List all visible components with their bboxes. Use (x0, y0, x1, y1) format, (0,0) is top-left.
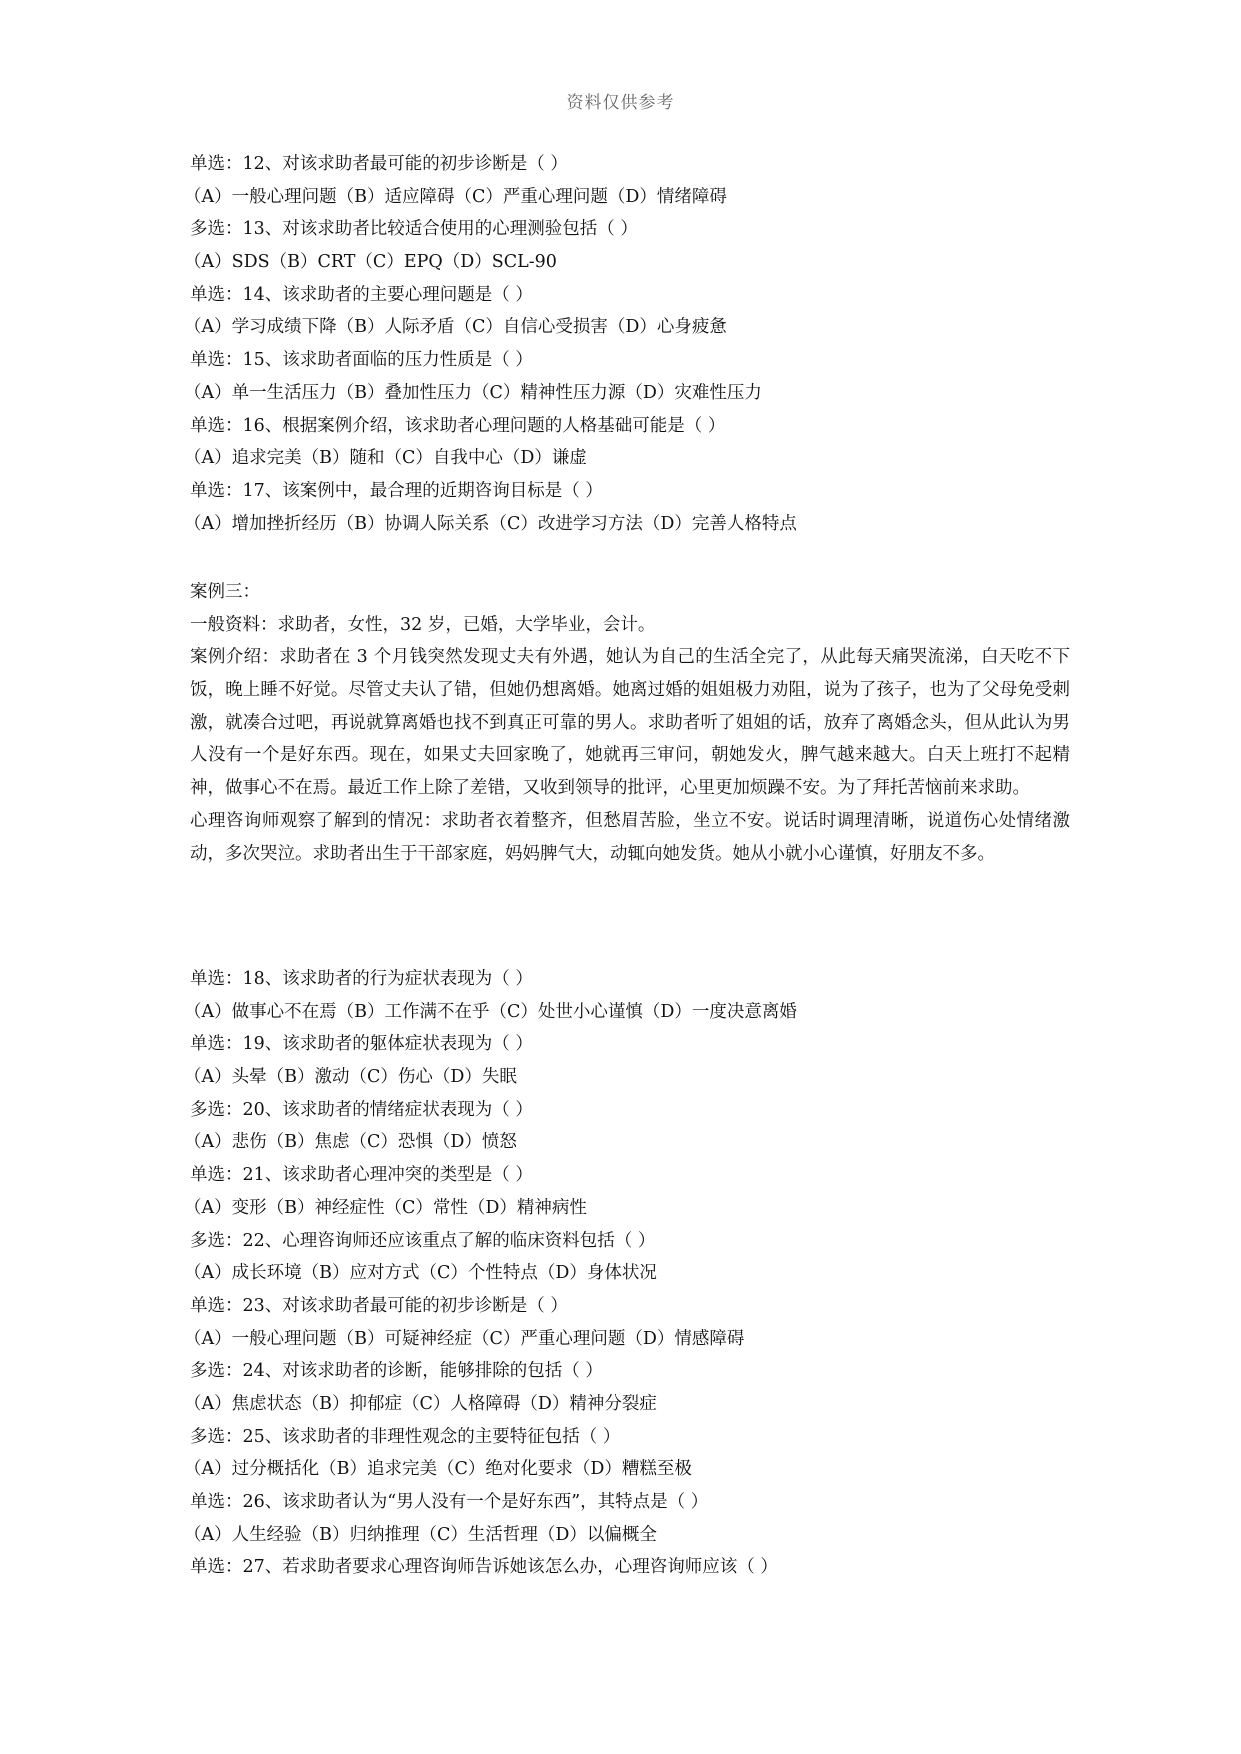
question-options: （A）做事心不在焉（B）工作满不在乎（C）处世小心谨慎（D）一度决意离婚 (184, 1001, 797, 1022)
case-three (190, 576, 1070, 870)
question-options: （A）成长环境（B）应对方式（C）个性特点（D）身体状况 (184, 1263, 657, 1284)
question: 单选：16、根据案例介绍，该求助者心理问题的人格基础可能是（ ） (190, 415, 726, 436)
question-options: （A）过分概括化（B）追求完美（C）绝对化要求（D）糟糕至极 (184, 1459, 692, 1480)
question: 单选：21、该求助者心理冲突的类型是（ ） (190, 1165, 533, 1186)
question-options: （A）追求完美（B）随和（C）自我中心（D）谦虚 (184, 448, 587, 469)
question: 单选：19、该求助者的躯体症状表现为（ ） (190, 1034, 533, 1055)
question: 多选：13、对该求助者比较适合使用的心理测验包括（ ） (190, 219, 638, 240)
question-options: （A）学习成绩下降（B）人际矛盾（C）自信心受损害（D）心身疲惫 (184, 317, 727, 338)
question: 多选：20、该求助者的情绪症状表现为（ ） (190, 1099, 533, 1120)
page-header: 资料仅供参考 (566, 93, 675, 113)
question: 单选：15、该求助者面临的压力性质是（ ） (190, 350, 533, 371)
question-options: （A）一般心理问题（B）可疑神经症（C）严重心理问题（D）情感障碍 (184, 1328, 745, 1349)
question-options: （A）变形（B）神经症性（C）常性（D）精神病性 (184, 1197, 587, 1218)
question-options: （A）一般心理问题（B）适应障碍（C）严重心理问题（D）情绪障碍 (184, 186, 727, 207)
question-options: （A）单一生活压力（B）叠加性压力（C）精神性压力源（D）灾难性压力 (184, 382, 762, 403)
question: 多选：24、对该求助者的诊断，能够排除的包括（ ） (190, 1361, 603, 1382)
questions-section-2 (184, 963, 1070, 1584)
question-options: （A）头晕（B）激动（C）伤心（D）失眠 (184, 1067, 517, 1088)
question-options: （A）人生经验（B）归纳推理（C）生活哲理（D）以偏概全 (184, 1524, 657, 1545)
question: 单选：26、该求助者认为“男人没有一个是好东西”，其特点是（ ） (190, 1492, 709, 1512)
question: 单选：14、该求助者的主要心理问题是（ ） (190, 284, 533, 305)
question-options: （A）SDS（B）CRT（C）EPQ（D）SCL-90 (184, 252, 557, 273)
case-general-info: 一般资料：求助者，女性，32 岁，已婚，大学毕业，会计。 (190, 614, 656, 635)
case-title: 案例三： (190, 582, 260, 602)
question-options: （A）悲伤（B）焦虑（C）恐惧（D）愤怒 (184, 1132, 517, 1153)
question: 多选：22、心理咨询师还应该重点了解的临床资料包括（ ） (190, 1230, 656, 1251)
question-options: （A）焦虑状态（B）抑郁症（C）人格障碍（D）精神分裂症 (184, 1393, 657, 1414)
question: 单选：23、对该求助者最可能的初步诊断是（ ） (190, 1295, 568, 1316)
question: 单选：18、该求助者的行为症状表现为（ ） (190, 969, 533, 989)
question: 单选：17、该案例中，最合理的近期咨询目标是（ ） (190, 480, 603, 501)
questions-section-1 (184, 148, 1070, 540)
question: 单选：12、对该求助者最可能的初步诊断是（ ） (190, 154, 568, 174)
question: 多选：25、该求助者的非理性观念的主要特征包括（ ） (190, 1426, 621, 1447)
question: 单选：27、若求助者要求心理咨询师告诉她该怎么办，心理咨询师应该（ ） (190, 1557, 778, 1578)
case-introduction: 案例介绍：求助者在 3 个月钱突然发现丈夫有外遇，她认为自己的生活全完了，从此每天痛哭流涕，白天吃不下饭，晚上睡不好觉。尽管丈夫认了错，但她仍想离婚。她离过婚的姐姐极力劝阻，说为了孩子，也为了父母免受刺激，就凑合过吧，再说就算离婚也找不到真正可靠的男人。求助者听了姐姐的话，放弃了离婚念头，但从此认为男人没有一个是好东西。现在，如果丈夫回家晚了，她就再三审问，朝她发火，脾气越来越大。白天上班打不起精神，做事心不在焉。最近工作上除了差错，又收到领导的批评，心里更加烦躁不安。为了拜托苦恼前来求助。 (190, 647, 1070, 799)
question-options: （A）增加挫折经历（B）协调人际关系（C）改进学习方法（D）完善人格特点 (184, 513, 797, 534)
case-observation: 心理咨询师观察了解到的情况：求助者衣着整齐，但愁眉苦脸，坐立不安。说话时调理清晰，说道伤心处情绪激动，多次哭泣。求助者出生于干部家庭，妈妈脾气大，动辄向她发货。她从小就小心谨慎，好朋友不多。 (190, 810, 1070, 864)
